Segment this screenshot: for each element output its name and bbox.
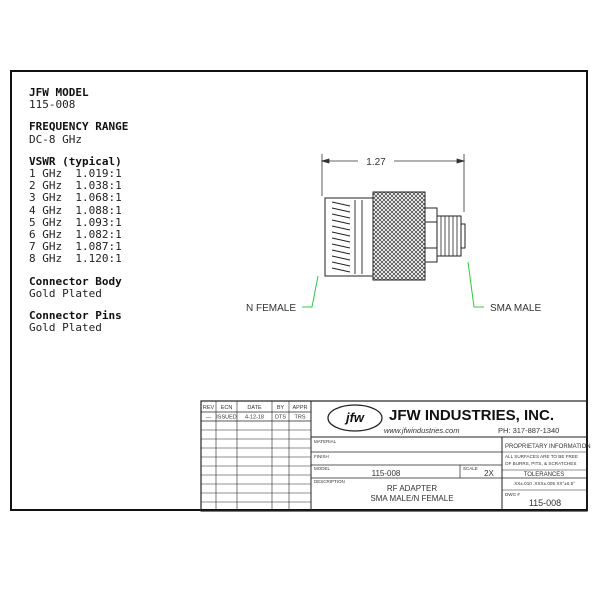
vswr-value: 1.082:1 (75, 228, 122, 242)
frequency-range-heading: FREQUENCY RANGE (29, 120, 129, 134)
connector-pins-heading: Connector Pins (29, 309, 122, 323)
scale-label: SCALE (463, 466, 478, 471)
description-label: DESCRIPTION (314, 479, 345, 484)
revision-cell: DTS (275, 414, 286, 421)
frequency-range-value: DC-8 GHz (29, 132, 82, 146)
revision-cell: ISSUED (216, 414, 237, 421)
revision-cell: TRS (294, 414, 306, 421)
surface-note-line-2: OF BURRS, PITS, & SCRATCHES (505, 461, 577, 466)
model-label: MODEL (314, 466, 331, 471)
scale-value: 2X (484, 469, 494, 478)
vswr-frequency: 3 GHz (29, 191, 63, 205)
vswr-heading: VSWR (typical) (29, 154, 122, 168)
vswr-frequency: 1 GHz (29, 167, 63, 181)
vswr-value: 1.093:1 (75, 215, 122, 229)
revision-cell: — (205, 414, 212, 421)
vswr-value: 1.068:1 (75, 191, 122, 205)
model-value: 115-008 (371, 469, 401, 478)
revision-cell: REV (202, 405, 215, 411)
surface-note-line-1: ALL SURFACES ARE TO BE FREE (505, 454, 578, 459)
company-website: www.jfwindustries.com (384, 426, 460, 435)
vswr-value: 1.019:1 (75, 167, 122, 181)
revision-header-row (203, 405, 308, 411)
model-value: 115-008 (29, 98, 76, 112)
revision-cell: BY (276, 405, 285, 411)
drawing-number-label: DWG # (505, 492, 520, 497)
logo-text: jfw (345, 410, 365, 425)
description-line-1: RF ADAPTER (386, 484, 438, 493)
revision-data-row (206, 415, 306, 421)
company-name: JFW INDUSTRIES, INC. (389, 407, 555, 424)
vswr-value: 1.087:1 (75, 240, 122, 254)
vswr-frequency: 8 GHz (29, 252, 63, 266)
vswr-value: 1.088:1 (75, 203, 122, 217)
vswr-frequency: 2 GHz (29, 179, 63, 193)
model-heading: JFW MODEL (29, 86, 89, 99)
revision-cell: ECN (220, 405, 233, 411)
adapter-part (325, 192, 465, 280)
vswr-frequency: 5 GHz (29, 215, 63, 229)
knurled-coupling (373, 192, 425, 280)
description-line-2: SMA MALE/N FEMALE (370, 494, 454, 503)
revision-cell: DATE (247, 405, 262, 411)
vswr-value: 1.038:1 (75, 179, 122, 193)
vswr-frequency: 4 GHz (29, 203, 63, 217)
vswr-value: 1.120:1 (75, 252, 122, 266)
vswr-frequency: 7 GHz (29, 240, 63, 254)
revision-cell: 4-12-18 (245, 414, 264, 421)
tolerances-values: .XX±.010 .XXX±.005 XX°±0.5° (512, 481, 576, 486)
dimension-label: 1.27 (366, 157, 386, 168)
tolerances-label: TOLERANCES (523, 472, 565, 478)
drawing-number-value: 115-008 (528, 498, 562, 508)
company-phone: PH: 317-887-1340 (498, 426, 560, 435)
n-female-callout: N FEMALE (245, 303, 296, 314)
connector-body-value: Gold Plated (29, 286, 102, 300)
finish-label: FINISH (314, 454, 329, 459)
vswr-frequency: 6 GHz (29, 228, 63, 242)
material-label: MATERIAL (314, 439, 337, 444)
connector-body-heading: Connector Body (29, 274, 122, 288)
revision-cell: APPR (292, 405, 308, 411)
sma-male-callout: SMA MALE (490, 303, 542, 314)
connector-pins-value: Gold Plated (29, 321, 102, 335)
proprietary-label: PROPRIETARY INFORMATION (505, 444, 591, 450)
